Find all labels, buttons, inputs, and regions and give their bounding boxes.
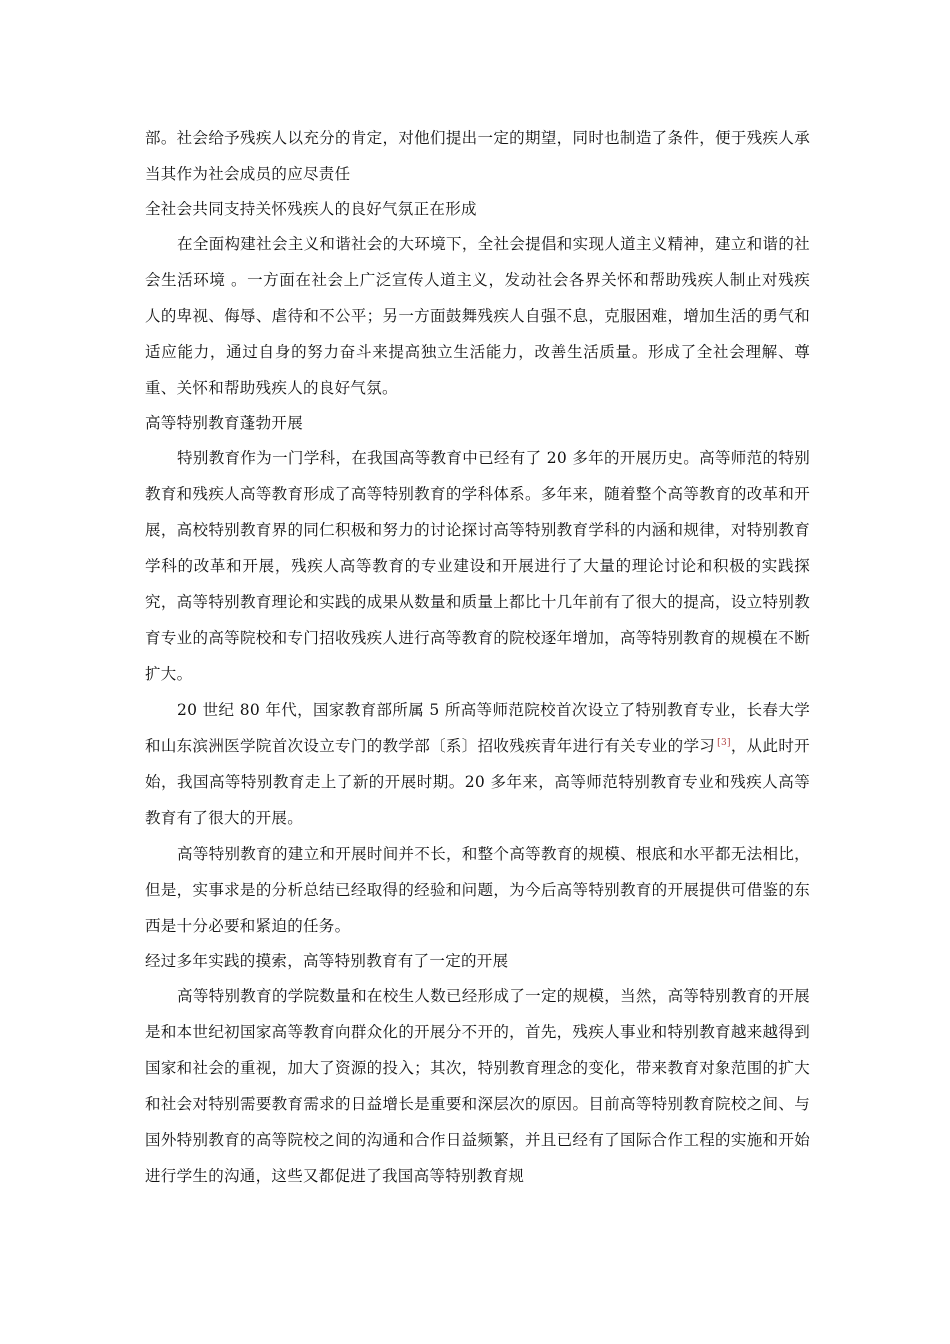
- section-heading: 经过多年实践的摸索，高等特别教育有了一定的开展: [145, 952, 509, 970]
- section-heading: 全社会共同支持关怀残疾人的良好气氛正在形成: [145, 200, 477, 218]
- paragraph: 特别教育作为一门学科，在我国高等教育中已经有了 20 多年的开展历史。高等师范的特别教育和残疾人高等教育形成了高等特别教育的学科体系。多年来，随着整个高等教育的改革和开展，高校特别教育界的同仁积极和努力的讨论探讨高等特别教育学科的内涵和规律，对特别教育学科的改革和开展，残疾人高等教育的专业建设和开展进行了大量的理论讨论和积极的实践探究，高等特别教育理论和实践的成果从数量和质量上都比十几年前有了很大的提高，设立特别教育专业的高等院校和专门招收残疾人进行高等教育的院校逐年增加，高等特别教育的规模在不断扩大。: [145, 449, 810, 683]
- citation-link[interactable]: [3]: [717, 737, 731, 748]
- paragraph-with-citation: [145, 692, 810, 836]
- paragraph-continuation: 部。社会给予残疾人以充分的肯定，对他们提出一定的期望，同时也制造了条件，便于残疾人承当其作为社会成员的应尽责任: [145, 129, 810, 183]
- paragraph: 高等特别教育的建立和开展时间并不长，和整个高等教育的规模、根底和水平都无法相比，但是，实事求是的分析总结已经取得的经验和问题，为今后高等特别教育的开展提供可借鉴的东西是十分必要和紧迫的任务。: [145, 845, 810, 935]
- document-body: [145, 120, 810, 1194]
- paragraph-text: 20 世纪 80 年代，国家教育部所属 5 所高等师范院校首次设立了特别教育专业，长春大学和山东滨洲医学院首次设立专门的教学部〔系〕招收残疾青年进行有关专业的学习: [145, 701, 810, 755]
- paragraph: 在全面构建社会主义和谐社会的大环境下，全社会提倡和实现人道主义精神，建立和谐的社会生活环境 。一方面在社会上广泛宣传人道主义，发动社会各界关怀和帮助残疾人制止对残疾人的卑视、侮辱、虐待和不公平；另一方面鼓舞残疾人自强不息，克服困难，增加生活的勇气和适应能力，通过自身的努力奋斗来提高独立生活能力，改善生活质量。形成了全社会理解、尊重、关怀和帮助残疾人的良好气氛。: [145, 235, 810, 397]
- paragraph: 高等特别教育的学院数量和在校生人数已经形成了一定的规模，当然，高等特别教育的开展是和本世纪初国家高等教育向群众化的开展分不开的，首先，残疾人事业和特别教育越来越得到国家和社会的重视，加大了资源的投入；其次，特别教育理念的变化，带来教育对象范围的扩大和社会对特别需要教育需求的日益增长是重要和深层次的原因。目前高等特别教育院校之间、与国外特别教育的高等院校之间的沟通和合作日益频繁，并且已经有了国际合作工程的实施和开始进行学生的沟通，这些又都促进了我国高等特别教育规: [145, 987, 810, 1185]
- paragraph-text: ，从此时开始，我国高等特别教育走上了新的开展时期。20 多年来，高等师范特别教育专业和残疾人高等教育有了很大的开展。: [145, 737, 810, 827]
- section-heading: 高等特别教育蓬勃开展: [145, 414, 304, 432]
